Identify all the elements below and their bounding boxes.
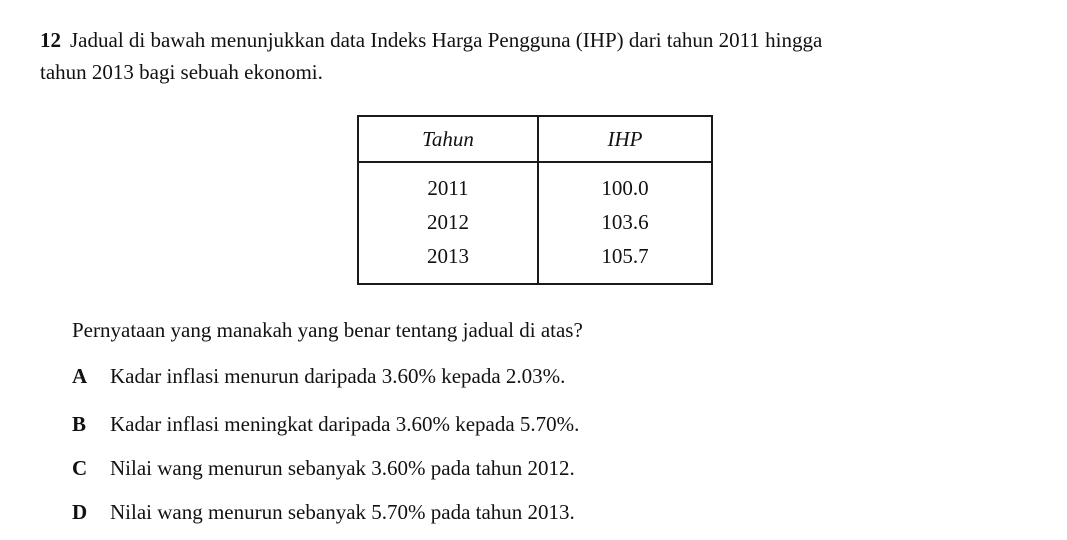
option-a[interactable] <box>72 364 565 388</box>
cell-cpi: 103.6 <box>538 205 712 239</box>
question-line-1 <box>40 28 822 52</box>
option-text: Nilai wang menurun sebanyak 3.60% pada tahun 2012. <box>110 456 575 480</box>
option-d[interactable] <box>72 500 575 524</box>
cpi-table <box>357 115 713 285</box>
option-letter: B <box>72 412 87 436</box>
option-letter: D <box>72 500 88 524</box>
table-row <box>358 162 712 205</box>
option-text: Nilai wang menurun sebanyak 5.70% pada tahun 2013. <box>110 500 575 524</box>
option-b[interactable] <box>72 412 579 436</box>
question-text-line-1: Jadual di bawah menunjukkan data Indeks Harga Pengguna (IHP) dari tahun 2011 hingga <box>70 28 823 52</box>
header-year: Tahun <box>358 116 538 162</box>
cell-year: 2012 <box>358 205 538 239</box>
table-header-row <box>358 116 712 162</box>
table-row <box>358 205 712 239</box>
header-cpi: IHP <box>538 116 712 162</box>
table-row <box>358 239 712 284</box>
option-c[interactable] <box>72 456 575 480</box>
option-text: Kadar inflasi menurun daripada 3.60% kepada 2.03%. <box>110 364 566 388</box>
option-letter: C <box>72 456 88 480</box>
option-text: Kadar inflasi meningkat daripada 3.60% kepada 5.70%. <box>110 412 580 436</box>
cell-cpi: 100.0 <box>538 162 712 205</box>
cell-year: 2013 <box>358 239 538 284</box>
question-number: 12 <box>40 28 61 52</box>
cell-year: 2011 <box>358 162 538 205</box>
question-prompt: Pernyataan yang manakah yang benar tentang jadual di atas? <box>72 318 583 342</box>
question-text-line-2: tahun 2013 bagi sebuah ekonomi. <box>40 60 323 84</box>
option-letter: A <box>72 364 88 388</box>
cell-cpi: 105.7 <box>538 239 712 284</box>
